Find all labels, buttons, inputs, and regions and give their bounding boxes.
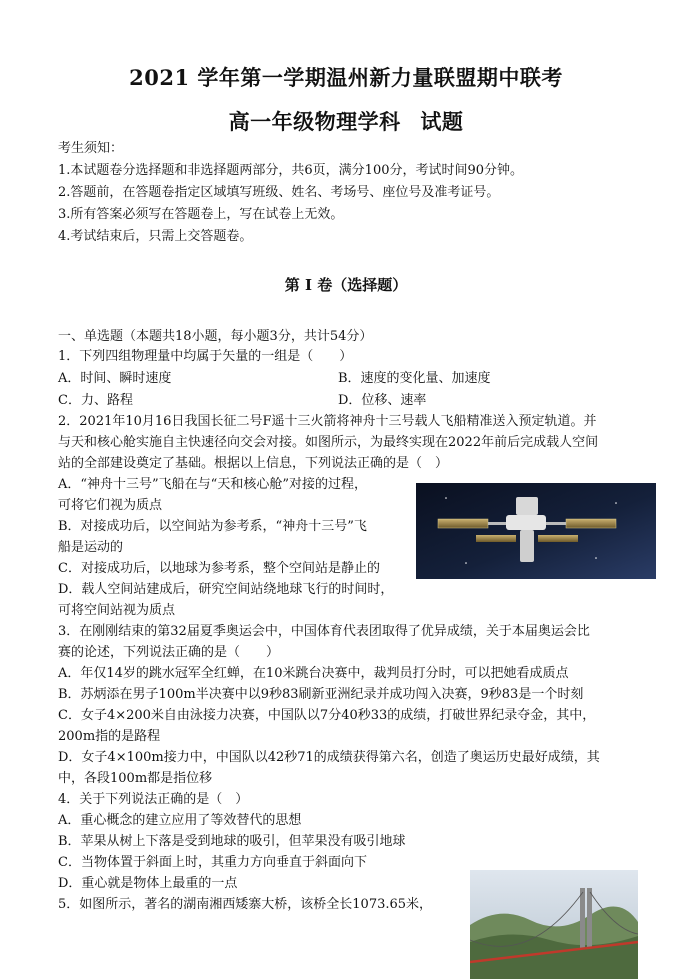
q1-option-d: D．位移、速率 (338, 393, 427, 408)
q3-option-a: A．年仅14岁的跳水冠军全红蝉，在10米跳台决赛中，裁判员打分时，可以把她看成质点 (58, 666, 569, 681)
exam-subtitle: 高一年级物理学科 试题 (228, 109, 464, 134)
q2-option-c: C．对接成功后，以地球为参考系，整个空间站是静止的 (58, 561, 380, 576)
q3-option-c-cont: 200m指的是路程 (58, 729, 161, 744)
exam-title: 2021 学年第一学期温州新力量联盟期中联考 (129, 65, 563, 90)
q2-stem: 2．2021年10月16日我国长征二号F遥十三火箭将神舟十三号载人飞船精准送入预定轨道。并 (58, 414, 597, 429)
notice-item: 3.所有答案必须写在答题卷上，写在试卷上无效。 (58, 207, 344, 222)
q5-stem: 5．如图所示，著名的湖南湘西矮寨大桥，该桥全长1073.65米， (58, 897, 433, 912)
section-title: 第 I 卷（选择题） (284, 276, 408, 294)
q1-option-c: C．力、路程 (58, 393, 133, 408)
q2-option-b-cont: 船是运动的 (58, 540, 124, 555)
q4-option-b: B．苹果从树上下落是受到地球的吸引，但苹果没有吸引地球 (58, 834, 406, 849)
q3-stem: 赛的论述，下列说法正确的是（ ） (58, 645, 280, 660)
q1-option-b: B．速度的变化量、加速度 (338, 371, 491, 386)
q2-option-d: D．载人空间站建成后，研究空间站绕地球飞行的时间时， (58, 582, 394, 597)
bridge-image (470, 870, 638, 979)
q3-option-c: C．女子4×200米自由泳接力决赛，中国队以7分40秒33的成绩，打破世界纪录夺金，其中， (58, 708, 596, 723)
q2-option-d-cont: 可将空间站视为质点 (58, 603, 176, 618)
q1-option-a: A．时间、瞬时速度 (58, 371, 172, 386)
q1-stem: 1．下列四组物理量中均属于矢量的一组是（ ） (58, 349, 353, 364)
q2-option-b: B．对接成功后，以空间站为参考系，“神舟十三号”飞 (58, 519, 367, 534)
q2-stem: 站的全部建设奠定了基础。根据以上信息，下列说法正确的是（ ） (58, 456, 449, 471)
q4-stem: 4．关于下列说法正确的是（ ） (58, 792, 249, 807)
q4-option-c: C．当物体置于斜面上时，其重力方向垂直于斜面向下 (58, 855, 367, 870)
notice-item: 4.考试结束后，只需上交答题卷。 (58, 229, 253, 244)
q3-option-d-cont: 中，各段100m都是指位移 (58, 771, 213, 786)
q3-option-d: D．女子4×100m接力中，中国队以42秒71的成绩获得第六名，创造了奥运历史最好成绩，其 (58, 750, 600, 765)
part-heading: 一、单选题（本题共18小题，每小题3分，共计54分） (58, 329, 373, 344)
notice-item: 2.答题前，在答题卷指定区域填写班级、姓名、考场号、座位号及准考证号。 (58, 185, 500, 200)
q3-stem: 3．在刚刚结束的第32届夏季奥运会中，中国体育代表团取得了优异成绩，关于本届奥运会比 (58, 624, 590, 639)
q2-option-a: A．“神舟十三号”飞船在与“天和核心舱”对接的过程， (58, 477, 367, 492)
space-station-image (416, 483, 656, 579)
q2-option-a-cont: 可将它们视为质点 (58, 498, 163, 513)
notice-item: 1.本试题卷分选择题和非选择题两部分，共6页，满分100分，考试时间90分钟。 (58, 163, 524, 178)
q4-option-a: A．重心概念的建立应用了等效替代的思想 (58, 813, 302, 828)
notice-heading: 考生须知： (58, 141, 124, 156)
q2-stem: 与天和核心舱实施自主快速径向交会对接。如图所示，为最终实现在2022年前后完成载人空间 (58, 435, 599, 450)
q3-option-b: B．苏炳添在男子100m半决赛中以9秒83刷新亚洲纪录并成功闯入决赛，9秒83是一个时刻 (58, 687, 584, 702)
q4-option-d: D．重心就是物体上最重的一点 (58, 876, 238, 891)
